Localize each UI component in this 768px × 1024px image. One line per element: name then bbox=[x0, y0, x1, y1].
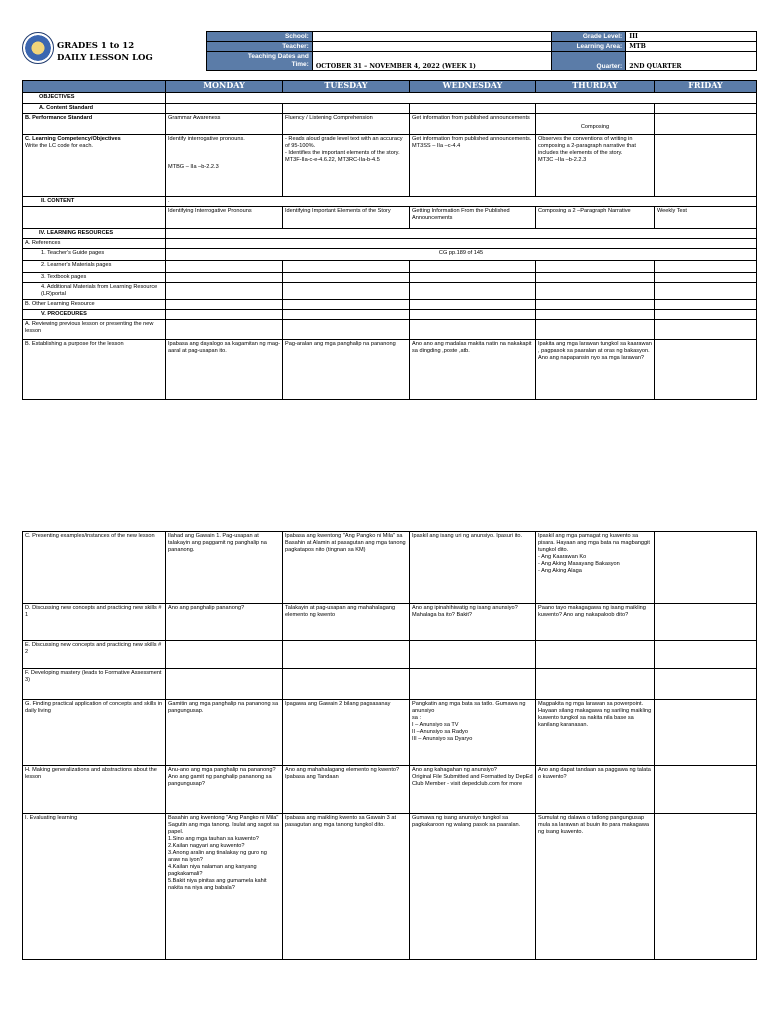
cell bbox=[166, 261, 283, 273]
purpose-wednesday: Ano ano ang madalas makita natin na nakakapit sa dingding ,poste ,atb. bbox=[410, 340, 536, 400]
quarter-value: 2ND QUARTER bbox=[626, 52, 757, 71]
application-monday: Gamitin ang mga panghalip na pananong sa pangungusap. bbox=[166, 700, 283, 766]
cell bbox=[410, 300, 536, 310]
teacher-label: Teacher: bbox=[207, 42, 313, 52]
grade-level-value: III bbox=[626, 32, 757, 42]
evaluation-tuesday: Ipabasa ang maikling kwento sa Gawain 3 at pasagutan ang mga tanong tungkol dito. bbox=[283, 814, 410, 960]
teaching-dates-value: OCTOBER 31 – NOVEMBER 4, 2022 (WEEK 1) bbox=[312, 52, 552, 71]
content-spacer-cell bbox=[23, 207, 166, 229]
cell bbox=[166, 283, 283, 300]
cell bbox=[283, 310, 410, 320]
title-line-2: DAILY LESSON LOG bbox=[57, 53, 153, 63]
deped-seal-logo bbox=[22, 32, 54, 64]
comp-tuesday: - Reads aloud grade level text with an accuracy of 95-100%. - Identifies the important elements of the story. MT3F-IIa-c-e-4.6.22, MT3RC-IIa-b-4.5 bbox=[283, 135, 410, 197]
learning-resources-heading: IV. LEARNING RESOURCES bbox=[23, 229, 166, 239]
cell bbox=[166, 669, 283, 700]
perf-wednesday: Get information from published announcements bbox=[410, 114, 536, 135]
purpose-thursday: Ipakita ang mga larawan tungkol sa kaarawan , pagpasok sa paaralan at oras ng bakasyon. Ano ang napapansin nyo sa mga larawan? bbox=[536, 340, 655, 400]
cell bbox=[536, 283, 655, 300]
learners-materials-label: 2. Learner's Materials pages bbox=[23, 261, 166, 273]
examples-thursday: Ipaskil ang mga pamagat ng kuwento sa pisara. Hayaan ang mga bata na magbanggit tungkol dito. - Ang Kaarawan Ko - Ang Aking Masayang Bakasyon - Ang Aking Alaga bbox=[536, 532, 655, 604]
evaluation-monday: Basahin ang kwentong "Ang Pangko ni Mila" Sagutin ang mga tanong. Isulat ang sagot sa papel. 1.Sino ang mga tauhan sa kuwento? 2.Kailan nagyari ang kuwento? 3.Anong aralin ang tinalakay ng guro ng araw na iyon? 4.Kailan niya nalaman ang kanyang pagkakamali? 5.Bakit niya pinitas ang gumamela kahit nakita na niya ang babala? bbox=[166, 814, 283, 960]
content-wednesday: Getting Information From the Published Announcements bbox=[410, 207, 536, 229]
generalizations-label: H. Making generalizations and abstractions about the lesson bbox=[23, 766, 166, 814]
discuss1-wednesday: Ano ang ipinahihiwatig ng isang anunsiyo? Mahalaga ba ito? Bakit? bbox=[410, 604, 536, 641]
performance-standard-label: B. Performance Standard bbox=[23, 114, 166, 135]
examples-monday: Ilahad ang Gawain 1. Pag-usapan at talakayin ang paggamit ng panghalip na pananong. bbox=[166, 532, 283, 604]
title-line-1: GRADES 1 to 12 bbox=[57, 41, 135, 51]
discuss1-thursday: Paano tayo makagagawa ng isang maikling kuwento? Ano ang nakapaloob dito? bbox=[536, 604, 655, 641]
textbook-pages-label: 3. Textbook pages bbox=[23, 273, 166, 283]
school-label: School: bbox=[207, 32, 313, 42]
cell bbox=[536, 669, 655, 700]
cell bbox=[410, 273, 536, 283]
cell bbox=[655, 641, 757, 669]
content-standard-label: A. Content Standard bbox=[23, 104, 166, 114]
content-top-cell: . bbox=[166, 197, 757, 207]
learning-area-value: MTB bbox=[626, 42, 757, 52]
day-header-thursday: THURDAY bbox=[536, 81, 655, 93]
cell bbox=[283, 320, 410, 340]
content-friday: Weekly Test bbox=[655, 207, 757, 229]
generalization-monday: Anu-ano ang mga panghalip na pananong? Ano ang gamit ng panghalip pananong sa pangungusap? bbox=[166, 766, 283, 814]
cell bbox=[536, 104, 655, 114]
developing-mastery-label: F. Developing mastery (leads to Formative Assessment 3) bbox=[23, 669, 166, 700]
other-resource-label: B. Other Learning Resource bbox=[23, 300, 166, 310]
generalization-thursday: Ano ang dapat tandaan sa paggawa ng talata o kuwento? bbox=[536, 766, 655, 814]
perf-tuesday: Fluency / Listening Comprehension bbox=[283, 114, 410, 135]
purpose-tuesday: Pag-aralan ang mga panghalip na pananong bbox=[283, 340, 410, 400]
header-info-table bbox=[206, 31, 757, 71]
purpose-friday bbox=[655, 340, 757, 400]
examples-tuesday: Ipabasa ang kwentong "Ang Pangko ni Mila" sa Basahin at Alamin at pasagutan ang mga tanong pagkatapos nito (tingnan sa KM) bbox=[283, 532, 410, 604]
cell bbox=[536, 310, 655, 320]
content-tuesday: Identifying Important Elements of the Story bbox=[283, 207, 410, 229]
discussing-skills-2-label: E. Discussing new concepts and practicing new skills # 2 bbox=[23, 641, 166, 669]
discuss1-monday: Ano ang panghalip pananong? bbox=[166, 604, 283, 641]
competency-label-line1: C. Learning Competency/Objectives bbox=[25, 136, 121, 142]
practical-application-label: G. Finding practical application of concepts and skills in daily living bbox=[23, 700, 166, 766]
generalization-friday bbox=[655, 766, 757, 814]
cell bbox=[536, 273, 655, 283]
competency-label-line2: Write the LC code for each. bbox=[25, 143, 93, 149]
cell bbox=[655, 310, 757, 320]
lesson-log-table-part1 bbox=[22, 80, 757, 400]
reviewing-lesson-label: A. Reviewing previous lesson or presenting the new lesson bbox=[23, 320, 166, 340]
examples-wednesday: Ipaskil ang isang uri ng anunsiyo. Ipasuri ito. bbox=[410, 532, 536, 604]
cell bbox=[166, 320, 283, 340]
cell bbox=[410, 669, 536, 700]
cell bbox=[655, 104, 757, 114]
comp-friday bbox=[655, 135, 757, 197]
competency-label bbox=[23, 135, 166, 197]
objectives-heading: OBJECTIVES bbox=[23, 93, 166, 104]
resources-cell bbox=[166, 229, 757, 239]
cell bbox=[283, 669, 410, 700]
cell bbox=[283, 283, 410, 300]
school-value bbox=[312, 32, 552, 42]
cell bbox=[166, 641, 283, 669]
cell bbox=[655, 669, 757, 700]
presenting-examples-label: C. Presenting examples/instances of the new lesson bbox=[23, 532, 166, 604]
day-header-friday: FRIDAY bbox=[655, 81, 757, 93]
day-header-monday: MONDAY bbox=[166, 81, 283, 93]
additional-materials-label: 4. Additional Materials from Learning Resource (LR)portal bbox=[23, 283, 166, 300]
document-title bbox=[57, 40, 153, 64]
cell bbox=[410, 641, 536, 669]
establishing-purpose-label: B. Establishing a purpose for the lesson bbox=[23, 340, 166, 400]
teacher-value bbox=[312, 42, 552, 52]
examples-friday bbox=[655, 532, 757, 604]
evaluation-thursday: Sumulat ng dalawa o tatlong pangungusap mula sa larawan at buuin ito para makagawa ng isang kuwento. bbox=[536, 814, 655, 960]
discuss1-friday bbox=[655, 604, 757, 641]
cell bbox=[536, 261, 655, 273]
cell bbox=[283, 261, 410, 273]
references-cell bbox=[166, 239, 757, 249]
teaching-dates-label-line2: Time: bbox=[291, 61, 309, 68]
teaching-dates-label-line1: Teaching Dates and bbox=[247, 53, 309, 60]
procedures-heading: V. PROCEDURES bbox=[23, 310, 166, 320]
content-monday: Identifying Interrogative Pronouns bbox=[166, 207, 283, 229]
day-header-wednesday: WEDNESDAY bbox=[410, 81, 536, 93]
evaluation-friday bbox=[655, 814, 757, 960]
cell bbox=[410, 283, 536, 300]
discussing-skills-1-label: D. Discussing new concepts and practicing new skills # 1 bbox=[23, 604, 166, 641]
content-heading: II. CONTENT bbox=[23, 197, 166, 207]
lesson-log-table-part2 bbox=[22, 531, 757, 960]
content-thursday: Composing a 2 –Paragraph Narrative bbox=[536, 207, 655, 229]
cell bbox=[536, 320, 655, 340]
perf-friday bbox=[655, 114, 757, 135]
cell bbox=[410, 261, 536, 273]
comp-thursday: Observes the conventions of writing in composing a 2-paragraph narrative that includes the elements of the story. MT3C –IIa –b-2.2.3 bbox=[536, 135, 655, 197]
cell bbox=[410, 310, 536, 320]
teachers-guide-pages: CG pp.189 of 145 bbox=[166, 249, 757, 261]
cell bbox=[536, 641, 655, 669]
comp-monday: Identify interrogative pronouns. MTBG – IIa –b-2.2.3 bbox=[166, 135, 283, 197]
generalization-tuesday: Ano ang mahahalagang elemento ng kwento? Ipabasa ang Tandaan bbox=[283, 766, 410, 814]
objectives-cell bbox=[166, 93, 757, 104]
cell bbox=[410, 320, 536, 340]
grade-level-label: Grade Level: bbox=[552, 32, 626, 42]
cell bbox=[410, 104, 536, 114]
perf-monday: Grammar Awareness bbox=[166, 114, 283, 135]
teaching-dates-label bbox=[207, 52, 313, 71]
cell bbox=[655, 273, 757, 283]
day-header-tuesday: TUESDAY bbox=[283, 81, 410, 93]
cell bbox=[166, 273, 283, 283]
application-wednesday: Pangkatin ang mga bata sa tatlo. Gumawa ng anunsiyo sa : I – Anunsiyo sa TV II –Anunsiyo sa Radyo III – Anunsiyo sa Dyaryo bbox=[410, 700, 536, 766]
discuss1-tuesday: Talakayin at pag-usapan ang mahahalagang elemento ng kwento bbox=[283, 604, 410, 641]
learning-area-label: Learning Area: bbox=[552, 42, 626, 52]
cell bbox=[655, 300, 757, 310]
cell bbox=[283, 104, 410, 114]
quarter-label: Quarter: bbox=[552, 52, 626, 71]
application-tuesday: Ipagawa ang Gawain 2 bilang pagsasanay bbox=[283, 700, 410, 766]
cell bbox=[166, 300, 283, 310]
evaluation-wednesday: Gumawa ng isang anunsiyo tungkol sa pagkakaroon ng walang pasok sa paaralan. bbox=[410, 814, 536, 960]
cell bbox=[166, 104, 283, 114]
cell bbox=[283, 641, 410, 669]
teachers-guide-label: 1. Teacher's Guide pages bbox=[23, 249, 166, 261]
cell bbox=[283, 273, 410, 283]
application-thursday: Magpakita ng mga larawan sa powerpoint. Hayaan silang makagawa ng sariling maikling kuwento tungkol sa nakita nila base sa kanilang karanasan. bbox=[536, 700, 655, 766]
cell bbox=[166, 310, 283, 320]
cell bbox=[283, 300, 410, 310]
evaluating-learning-label: I. Evaluating learning bbox=[23, 814, 166, 960]
corner-header-cell bbox=[23, 81, 166, 93]
application-friday bbox=[655, 700, 757, 766]
cell bbox=[655, 261, 757, 273]
references-label: A. References bbox=[23, 239, 166, 249]
perf-thursday: Composing bbox=[536, 114, 655, 135]
cell bbox=[536, 300, 655, 310]
generalization-wednesday: Ano ang kahagahan ng anunsiyo? Original File Submitted and Formatted by DepEd Club Member - visit depedclub.com for more bbox=[410, 766, 536, 814]
cell bbox=[655, 320, 757, 340]
cell bbox=[655, 283, 757, 300]
comp-wednesday: Get information from published announcements. MT3SS – IIa –c-4.4 bbox=[410, 135, 536, 197]
purpose-monday: Ipabasa ang dayalogo sa kagamitan ng mag-aaral at pag-usapan ito. bbox=[166, 340, 283, 400]
